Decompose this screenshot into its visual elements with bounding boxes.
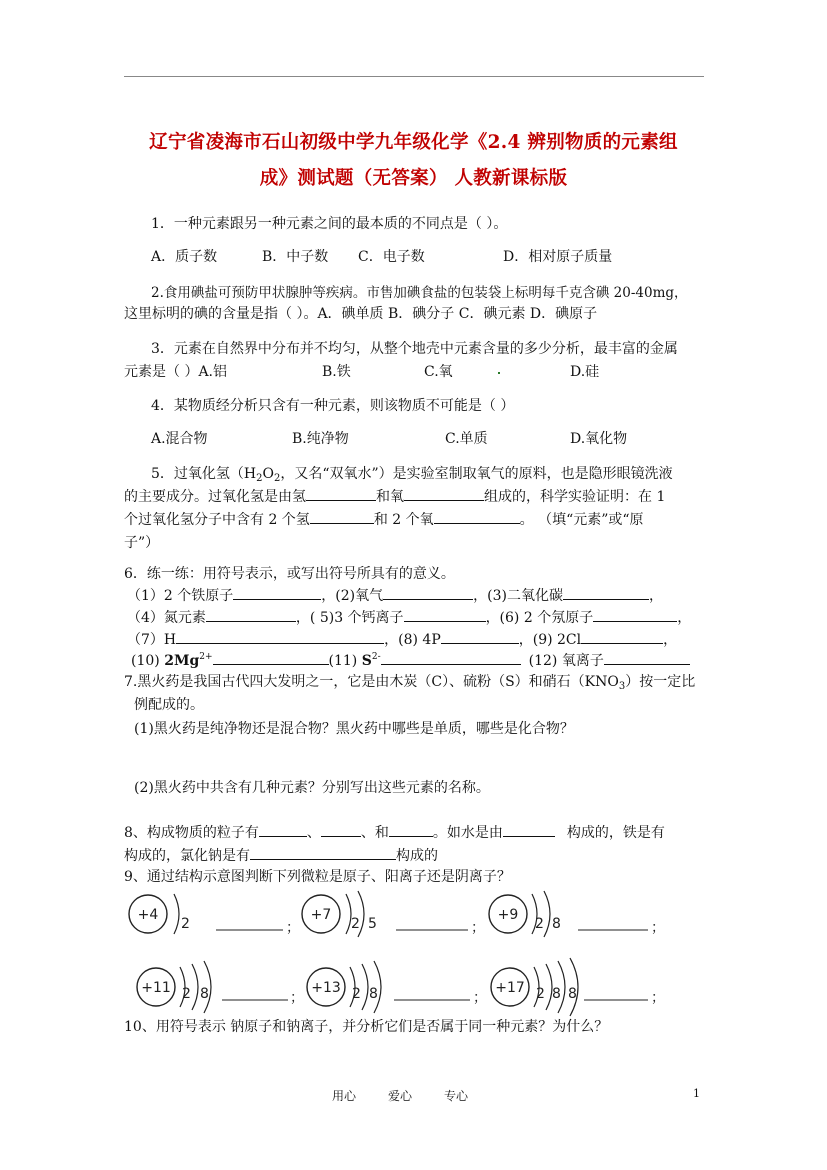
q6-blank-5[interactable]: [404, 607, 486, 622]
ion-s2minus: S: [361, 653, 372, 669]
q7-part1: (1)黑火药是纯净物还是混合物？黑火药中哪些是单质，哪些是化合物？: [134, 721, 574, 737]
q6-blank-4[interactable]: [206, 607, 296, 622]
q5-blank-hydrogen[interactable]: [306, 486, 376, 501]
q6-blank-11[interactable]: [381, 650, 521, 665]
q4-stem: 4．某物质经分析只含有一种元素，则该物质不可能是（ ）: [151, 398, 515, 414]
q6-blank-3[interactable]: [563, 585, 649, 600]
q5-blank-oxygen[interactable]: [404, 486, 484, 501]
atom-diagram-4: [137, 961, 304, 1013]
q4-option-a: A.混合物: [151, 431, 208, 447]
atom-2-shell-1: 2: [351, 916, 360, 932]
page-title-line2: 成》测试题（无答案） 人教新课标版: [259, 168, 568, 189]
atom-structure-diagrams: [118, 888, 678, 1018]
atom-2-shell-2: 5: [368, 916, 377, 932]
header-rule: [124, 76, 704, 77]
q4-option-d: D.氧化物: [570, 431, 628, 447]
atom-3-shell-2: 8: [552, 916, 561, 932]
atom-6-separator: ；: [651, 990, 665, 1006]
q3-option-b: B.铁: [322, 364, 351, 380]
q5-line1: 5．过氧化氢（$H_2O_2$，又名“双氧水”）是实验室制取氧气的原料，也是隐形眼镜洗液: [151, 466, 673, 484]
q1-option-d: D．相对原子质量: [503, 249, 613, 265]
atom-5-shell-1: 2: [352, 986, 361, 1002]
q1-option-c: C．电子数: [358, 249, 425, 265]
q8-blank-5[interactable]: [250, 845, 396, 860]
atom-1-nucleus: +4: [137, 907, 159, 923]
page-title-line1: 辽宁省凌海市石山初级中学九年级化学《2.4 辨别物质的元素组: [149, 132, 678, 153]
ion-mg2plus: 2Mg: [164, 653, 200, 669]
atom-5-separator: ；: [473, 990, 487, 1006]
q3-option-a: 元素是（ ）A.铝: [124, 364, 228, 380]
q6-blank-8[interactable]: [441, 629, 519, 644]
q4-option-c: C.单质: [445, 431, 488, 447]
q10-stem: 10、用符号表示 钠原子和钠离子，并分析它们是否属于同一种元素？为什么？: [124, 1019, 609, 1035]
q6-row4: (10) $2Mg^{2+}$ (11) $S^{2-}$ (12) 氧离子: [131, 650, 690, 670]
q6-blank-2[interactable]: [383, 585, 473, 600]
q6-blank-10[interactable]: [213, 650, 293, 665]
atom-4-nucleus: +11: [141, 980, 171, 996]
atom-4-shell-2: 8: [200, 986, 209, 1002]
atom-6-shell-2: 8: [552, 986, 561, 1002]
stray-mark: [498, 372, 500, 374]
q6-stem: 6．练一练：用符号表示，或写出符号所具有的意义。: [124, 566, 455, 582]
atom-1-separator: ；: [286, 920, 300, 936]
atom-diagram-3: [489, 891, 665, 937]
q6-blank-12[interactable]: [604, 650, 690, 665]
q6-blank-9[interactable]: [581, 629, 663, 644]
q3-option-c: C.氧: [424, 364, 453, 380]
q2-line1: 2.食用碘盐可预防甲状腺肿等疾病。市售加碘食盐的包装袋上标明每千克含碘 20-40mg，: [151, 285, 688, 301]
page-number: 1: [693, 1087, 700, 1100]
q4-option-b: B.纯净物: [292, 431, 349, 447]
footer-word-3: 专心: [444, 1089, 469, 1103]
q6-row3: （7）H ，(8) 4P ，(9) 2Cl ，: [127, 629, 677, 649]
q7-part2: (2)黑火药中共含有几种元素？分别写出这些元素的名称。: [134, 780, 490, 796]
q6-blank-1[interactable]: [233, 585, 321, 600]
atom-3-shell-1: 2: [535, 916, 544, 932]
q3-line1: 3．元素在自然界中分布并不均匀，从整个地壳中元素含量的多少分析，最丰富的金属: [151, 341, 678, 357]
atom-4-separator: ；: [290, 990, 304, 1006]
q8-line1: 8、构成物质的粒子有 、 、和 。如水是由 构成的，铁是有: [124, 822, 665, 842]
q1-option-b: B．中子数: [262, 249, 329, 265]
atom-diagram-1: [129, 894, 300, 936]
atom-diagram-2: [302, 891, 485, 937]
q7-line2: 例配成的。: [134, 697, 204, 713]
q5-blank-o-count[interactable]: [434, 509, 520, 524]
q5-line3: 个过氧化氢分子中含有 2 个氢 和 2 个氧 。 （填“元素”或“原: [124, 509, 644, 529]
atom-3-separator: ；: [651, 920, 665, 936]
footer-word-2: 爱心: [388, 1089, 413, 1103]
atom-2-nucleus: +7: [310, 907, 332, 923]
footer-word-1: 用心: [332, 1089, 357, 1103]
atom-5-nucleus: +13: [311, 980, 341, 996]
q5-line2: 的主要成分。过氧化氢是由氢 和氧 组成的，科学实验证明：在 1: [124, 486, 665, 506]
atom-1-shell-1: 2: [181, 916, 190, 932]
atom-diagram-6: [491, 958, 665, 1016]
q1-stem: 1．一种元素跟另一种元素之间的最本质的不同点是（ ）。: [151, 216, 508, 232]
atom-4-shell-1: 2: [182, 986, 191, 1002]
q6-blank-10-ext: [293, 650, 329, 665]
atom-6-nucleus: +17: [495, 980, 525, 996]
q5-line4: 子”）: [124, 535, 160, 551]
atom-6-shell-3: 8: [568, 986, 577, 1002]
q2-line2: 这里标明的碘的含量是指（ ）。A．碘单质 B．碘分子 C．碘元素 D．碘原子: [124, 306, 598, 322]
q8-blank-1[interactable]: [259, 822, 307, 837]
q9-stem: 9、通过结构示意图判断下列微粒是原子、阳离子还是阴离子？: [124, 869, 511, 885]
atom-3-nucleus: +9: [497, 907, 519, 923]
q1-option-a: A．质子数: [151, 249, 218, 265]
atom-6-shell-1: 2: [536, 986, 545, 1002]
atom-5-shell-2: 8: [369, 986, 378, 1002]
q5-blank-h-count[interactable]: [310, 509, 374, 524]
q8-blank-4[interactable]: [503, 822, 555, 837]
q6-blank-7[interactable]: [176, 629, 384, 644]
q6-blank-6[interactable]: [593, 607, 677, 622]
q6-row1: （1）2 个铁原子 ，(2)氧气 ，(3)二氧化碳 ，: [127, 585, 663, 605]
q3-option-d: D.硅: [570, 364, 600, 380]
q7-line1: 7.黑火药是我国古代四大发明之一，它是由木炭（C）、硫粉（S）和硝石$(KNO_3)$按一定比: [124, 674, 696, 692]
q8-blank-2[interactable]: [321, 822, 361, 837]
q6-row2: （4）氮元素 ，( 5)3 个钙离子 ，(6) 2 个氖原子 ，: [127, 607, 691, 627]
atom-2-separator: ；: [471, 920, 485, 936]
q8-line2: 构成的，氯化钠是有 构成的: [124, 845, 438, 865]
q8-blank-3[interactable]: [389, 822, 433, 837]
atom-diagram-5: [307, 961, 487, 1013]
